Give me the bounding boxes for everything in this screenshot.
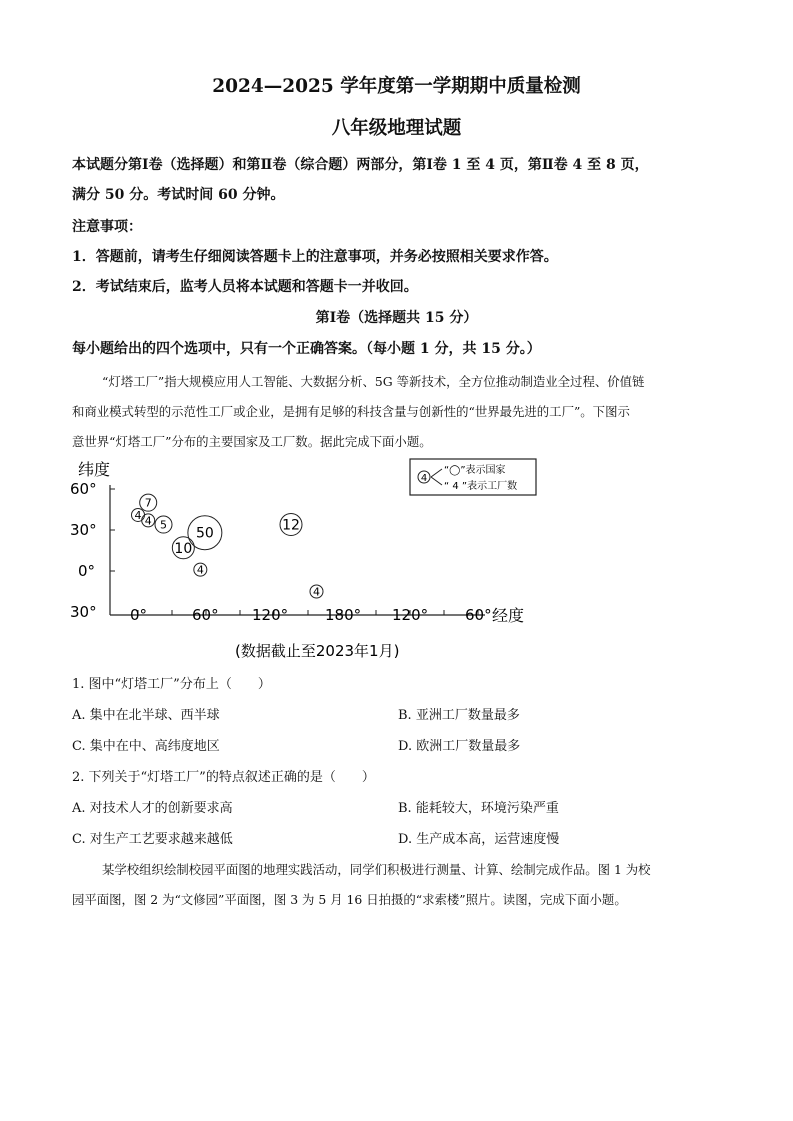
- factory-count-label: 12: [282, 517, 300, 534]
- y-ticks: [70, 480, 115, 621]
- passage-1-line-3: 意世界“灯塔工厂”分布的主要国家及工厂数。据此完成下面小题。: [72, 434, 432, 449]
- y-axis-title: 纬度: [78, 460, 111, 479]
- x-tick-label: 120°: [252, 606, 289, 624]
- factory-count-label: 4: [134, 508, 142, 522]
- q2-option-c[interactable]: C. 对生产工艺要求越来越低: [72, 832, 233, 847]
- q2-stem: 2. 下列关于“灯塔工厂”的特点叙述正确的是（ ）: [72, 770, 375, 785]
- q1-option-d[interactable]: D. 欧洲工厂数量最多: [398, 739, 521, 754]
- section-1-instruction: 每小题给出的四个选项中，只有一个正确答案。（每小题 1 分，共 15 分。）: [72, 341, 541, 357]
- map-legend: [410, 459, 536, 495]
- notice-heading: 注意事项：: [72, 219, 142, 235]
- passage-1-line-1: “灯塔工厂”指大规模应用人工智能、大数据分析、5G 等新技术，全方位推动制造业全过程、价值链: [102, 374, 645, 389]
- x-tick-label: 0°: [130, 606, 148, 624]
- q1-option-b[interactable]: B. 亚洲工厂数量最多: [398, 708, 520, 723]
- x-axis-title: 经度: [492, 606, 525, 625]
- passage-1-line-2: 和商业模式转型的示范性工厂或企业，是拥有足够的科技含量与创新性的“世界最先进的工厂”。下图示: [72, 404, 630, 419]
- q2-option-b[interactable]: B. 能耗较大，环境污染严重: [398, 801, 559, 816]
- x-tick-label: 60°: [192, 606, 219, 624]
- legend-number-text: “ 4 ”表示工厂数: [444, 481, 518, 492]
- x-tick-label: 60°: [465, 606, 492, 624]
- passage-2-line-2: 园平面图，图 2 为“文修园”平面图，图 3 为 5 月 16 日拍摄的“求索楼”照片。读图，完成下面小题。: [72, 892, 627, 907]
- q1-stem: 1. 图中“灯塔工厂”分布上（ ）: [72, 677, 271, 692]
- q2-option-d[interactable]: D. 生产成本高，运营速度慢: [398, 832, 560, 847]
- q1-option-c[interactable]: C. 集中在中、高纬度地区: [72, 739, 220, 754]
- factory-count-label: 7: [144, 496, 152, 510]
- q1-option-a[interactable]: A. 集中在北半球、西半球: [72, 708, 220, 723]
- notice-item-1: 1．答题前，请考生仔细阅读答题卡上的注意事项，并务必按照相关要求作答。: [72, 249, 558, 265]
- exam-subtitle: 八年级地理试题: [331, 118, 462, 139]
- y-tick-label: 30°: [70, 521, 97, 539]
- factory-count-label: 5: [160, 518, 167, 532]
- factory-count-label: 50: [195, 525, 214, 542]
- q2-option-a[interactable]: A. 对技术人才的创新要求高: [72, 801, 233, 816]
- notice-item-2: 2．考试结束后，监考人员将本试题和答题卡一并收回。: [72, 279, 418, 295]
- lighthouse-factory-map: [60, 455, 560, 670]
- factory-count-label: 4: [313, 585, 320, 599]
- y-tick-label: 0°: [78, 562, 96, 580]
- figure-caption: (数据截止至2023年1月): [235, 642, 400, 660]
- intro-line-2: 满分 50 分。考试时间 60 分钟。: [72, 187, 285, 203]
- exam-title: 2024—2025 学年度第一学期期中质量检测: [212, 76, 581, 97]
- factory-count-label: 10: [174, 540, 193, 557]
- x-tick-label: 180°: [325, 606, 362, 624]
- legend-sample-number: 4: [420, 473, 428, 484]
- intro-line-1: 本试题分第Ⅰ卷（选择题）和第Ⅱ卷（综合题）两部分，第Ⅰ卷 1 至 4 页，第Ⅱ卷 4 至 8 页，: [72, 157, 649, 173]
- legend-circle-text: “◯”表示国家: [444, 465, 506, 476]
- passage-2-line-1: 某学校组织绘制校园平面图的地理实践活动，同学们积极进行测量、计算、绘制完成作品。图 1 为校: [102, 862, 651, 877]
- factory-count-label: 4: [144, 514, 152, 528]
- x-tick-label: 120°: [392, 606, 429, 624]
- factory-count-label: 4: [196, 563, 204, 577]
- y-tick-label: 30°: [70, 603, 97, 621]
- section-1-heading: 第Ⅰ卷（选择题共 15 分）: [315, 310, 478, 326]
- y-tick-label: 60°: [70, 480, 97, 498]
- factory-points: [132, 494, 324, 598]
